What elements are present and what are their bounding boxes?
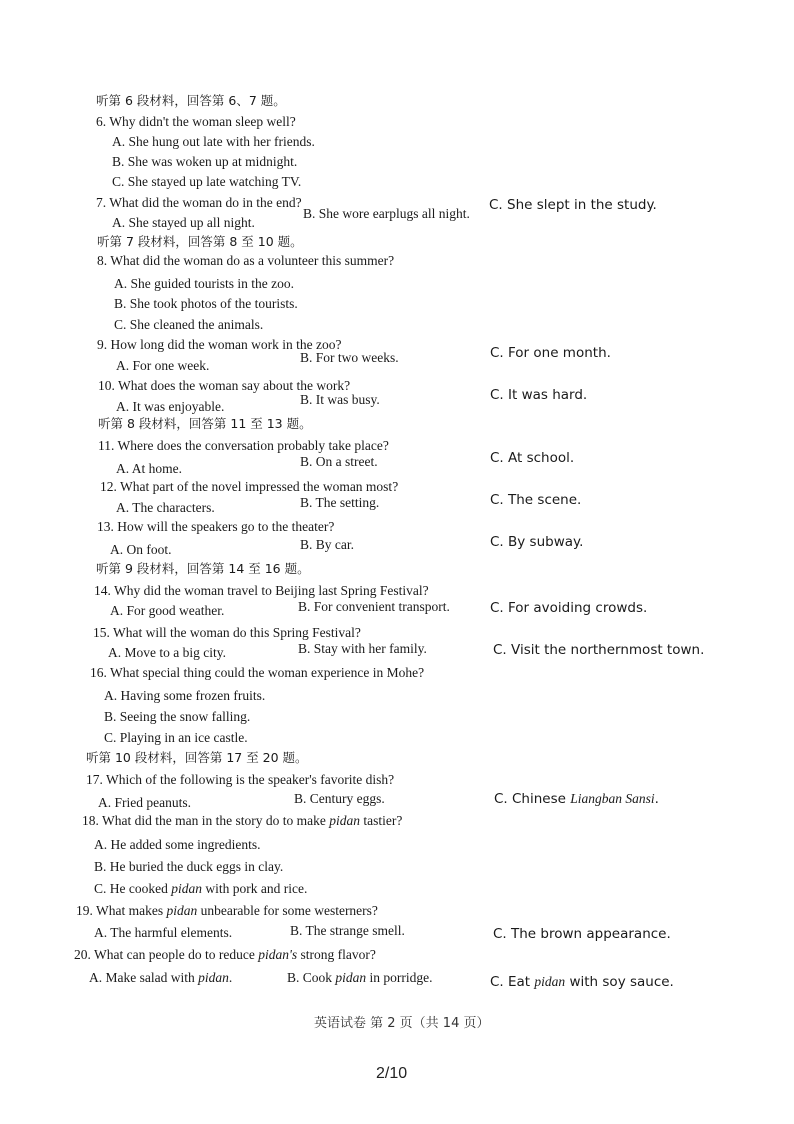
page-footer: 英语试卷 第 2 页（共 14 页） [314, 1016, 490, 1031]
question-12-option-a: A. The characters. [116, 500, 215, 515]
question-19-option-c: C. The brown appearance. [493, 926, 671, 942]
question-8-option-a: A. She guided tourists in the zoo. [114, 276, 294, 291]
question-7-option-b: B. She wore earplugs all night. [303, 206, 470, 221]
section-heading-7: 听第 7 段材料，回答第 8 至 10 题。 [97, 234, 303, 249]
question-11-option-a: A. At home. [116, 461, 182, 476]
question-19-option-a: A. The harmful elements. [94, 925, 233, 940]
question-10-option-b: B. It was busy. [300, 392, 380, 407]
question-10-stem: 10. What does the woman say about the work? [98, 378, 351, 393]
question-17-option-c: C. Chinese Liangban Sansi. [494, 791, 659, 807]
question-19-stem: 19. What makes pidan unbearable for some westerners? [76, 903, 378, 918]
section-heading-9: 听第 9 段材料，回答第 14 至 16 题。 [96, 561, 310, 576]
question-15-option-c: C. Visit the northernmost town. [493, 642, 705, 658]
question-17-stem: 17. Which of the following is the speaker's favorite dish? [86, 772, 395, 787]
question-8-option-b: B. She took photos of the tourists. [114, 296, 298, 311]
question-20-option-c: C. Eat pidan with soy sauce. [490, 974, 674, 990]
question-8-stem: 8. What did the woman do as a volunteer this summer? [97, 253, 395, 268]
question-15-stem: 15. What will the woman do this Spring Festival? [93, 625, 361, 640]
question-6-option-a: A. She hung out late with her friends. [112, 134, 315, 149]
question-14-stem: 14. Why did the woman travel to Beijing last Spring Festival? [94, 583, 429, 598]
question-12-stem: 12. What part of the novel impressed the woman most? [100, 479, 399, 494]
question-16-option-c: C. Playing in an ice castle. [104, 730, 248, 745]
question-10-option-a: A. It was enjoyable. [116, 399, 225, 414]
question-14-option-c: C. For avoiding crowds. [490, 600, 648, 616]
question-20-option-b: B. Cook pidan in porridge. [287, 970, 433, 985]
question-12-option-c: C. The scene. [490, 492, 582, 508]
question-11-option-b: B. On a street. [300, 454, 378, 469]
question-11-option-c: C. At school. [490, 450, 575, 466]
section-heading-6: 听第 6 段材料，回答第 6、7 题。 [96, 93, 286, 108]
question-7-option-a: A. She stayed up all night. [112, 215, 255, 230]
question-15-option-b: B. Stay with her family. [298, 641, 427, 656]
question-16-option-a: A. Having some frozen fruits. [104, 688, 266, 703]
question-6-option-b: B. She was woken up at midnight. [112, 154, 298, 169]
question-6-stem: 6. Why didn't the woman sleep well? [96, 114, 296, 129]
question-17-option-b: B. Century eggs. [294, 791, 385, 806]
question-14-option-b: B. For convenient transport. [298, 599, 450, 614]
question-13-option-a: A. On foot. [110, 542, 172, 557]
question-18-option-a: A. He added some ingredients. [94, 837, 261, 852]
question-16-stem: 16. What special thing could the woman experience in Mohe? [90, 665, 425, 680]
question-13-stem: 13. How will the speakers go to the theater? [97, 519, 335, 534]
question-18-stem: 18. What did the man in the story do to make pidan tastier? [82, 813, 403, 828]
question-7-stem: 7. What did the woman do in the end? [96, 195, 302, 210]
question-13-option-b: B. By car. [300, 537, 354, 552]
question-9-option-c: C. For one month. [490, 345, 611, 361]
question-12-option-b: B. The setting. [300, 495, 380, 510]
question-8-option-c: C. She cleaned the animals. [114, 317, 264, 332]
question-17-option-a: A. Fried peanuts. [98, 795, 191, 810]
question-6-option-c: C. She stayed up late watching TV. [112, 174, 302, 189]
question-18-option-b: B. He buried the duck eggs in clay. [94, 859, 284, 874]
question-10-option-c: C. It was hard. [490, 387, 588, 403]
question-9-stem: 9. How long did the woman work in the zoo? [97, 337, 342, 352]
question-15-option-a: A. Move to a big city. [108, 645, 226, 660]
question-20-option-a: A. Make salad with pidan. [89, 970, 233, 985]
question-20-stem: 20. What can people do to reduce pidan's strong flavor? [74, 947, 376, 962]
question-14-option-a: A. For good weather. [110, 603, 225, 618]
question-18-option-c: C. He cooked pidan with pork and rice. [94, 881, 308, 896]
question-9-option-a: A. For one week. [116, 358, 210, 373]
section-heading-10: 听第 10 段材料，回答第 17 至 20 题。 [86, 750, 308, 765]
question-16-option-b: B. Seeing the snow falling. [104, 709, 251, 724]
section-heading-8: 听第 8 段材料，回答第 11 至 13 题。 [98, 416, 312, 431]
question-11-stem: 11. Where does the conversation probably take place? [98, 438, 389, 453]
question-19-option-b: B. The strange smell. [290, 923, 405, 938]
question-13-option-c: C. By subway. [490, 534, 584, 550]
page-number: 2/10 [376, 1065, 408, 1082]
question-9-option-b: B. For two weeks. [300, 350, 399, 365]
question-7-option-c: C. She slept in the study. [489, 197, 657, 213]
